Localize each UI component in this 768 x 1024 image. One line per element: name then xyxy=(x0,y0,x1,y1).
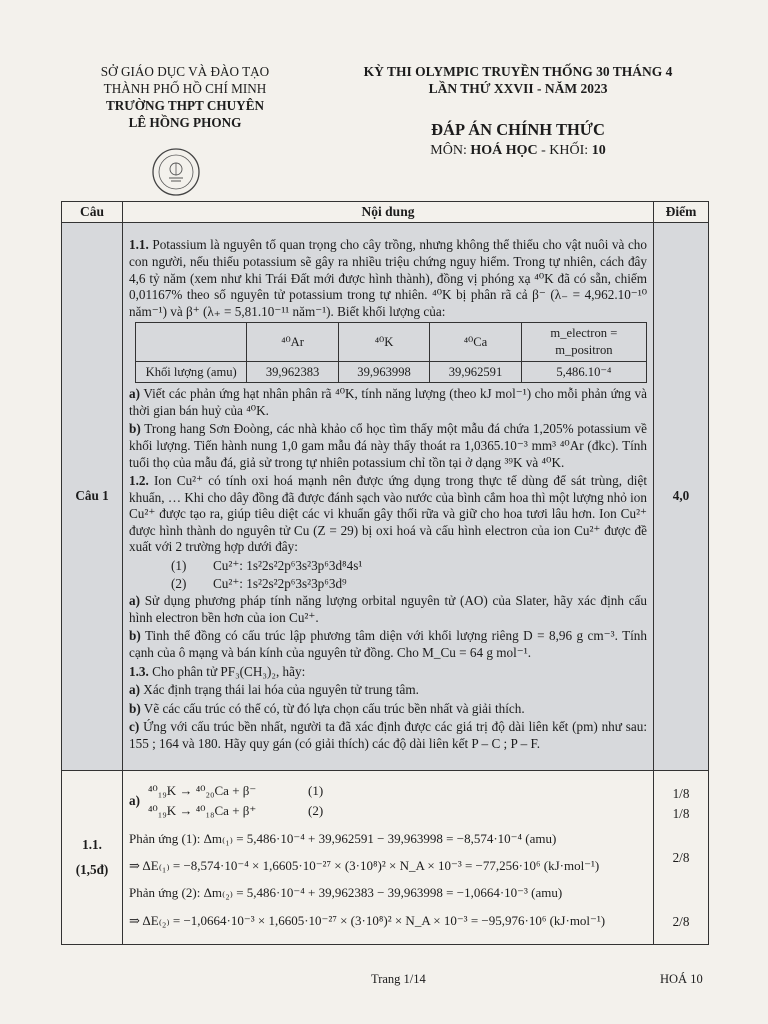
part-1-3-intro xyxy=(129,664,647,681)
part-1-1-title: 1.1. xyxy=(129,237,149,253)
text-a: Viết các phản ứng hạt nhân phân rã ⁴⁰K, tính năng lượng (theo kJ mol⁻¹) cho mỗi phản ứng và thời gian bán huỷ của ⁴⁰K. xyxy=(129,386,647,418)
part-1-2-question-a xyxy=(129,593,647,626)
label-a: a) xyxy=(129,682,140,698)
part-1-2-intro xyxy=(129,473,647,556)
equation-dm2: Phản ứng (2): Δm₍₂₎ = 5,486·10⁻⁴ + 39,962383 − 39,963998 = −1,0664·10⁻³ (amu) xyxy=(129,884,563,900)
part-1-2-title: 1.2. xyxy=(129,473,149,489)
label-b: b) xyxy=(129,628,141,644)
reaction-2-number: (2) xyxy=(308,802,324,818)
subject-line xyxy=(318,143,718,159)
part-1-3-text: Cho phân tử PF₃(CH₃)₂, hãy: xyxy=(148,663,306,679)
config-2 xyxy=(129,576,647,593)
mass-header-empty xyxy=(136,323,247,361)
config-2-number: (2) xyxy=(171,575,187,591)
part-1-1-question-a xyxy=(129,386,647,419)
text-b: Vẽ các cấu trúc có thể có, từ đó lựa chọn cấu trúc bền nhất và giải thích. xyxy=(140,700,525,716)
part-1-3-question-b xyxy=(129,701,647,718)
document-title: ĐÁP ÁN CHÍNH THỨC xyxy=(431,120,605,139)
mass-header-k: ⁴⁰K xyxy=(338,323,429,361)
part-1-2-question-b xyxy=(129,628,647,661)
question-points: 4,0 xyxy=(654,223,709,771)
exam-title-line-2: LẦN THỨ XXVII - NĂM 2023 xyxy=(428,81,608,96)
header-content: Nội dung xyxy=(123,202,654,223)
label-a: a) xyxy=(129,386,140,402)
header-question: Câu xyxy=(62,202,123,223)
equation-dm1: Phản ứng (1): Δm₍₁₎ = 5,486·10⁻⁴ + 39,962591 − 39,963998 = −8,574·10⁻⁴ (amu) xyxy=(129,831,557,847)
issuer-block xyxy=(70,63,300,131)
mass-header-ca: ⁴⁰Ca xyxy=(430,323,521,361)
mass-header-ar: ⁴⁰Ar xyxy=(247,323,338,361)
subject-prefix: MÔN: xyxy=(430,143,471,158)
reaction-1-number: (1) xyxy=(308,783,324,799)
subject-name: HOÁ HỌC xyxy=(470,143,538,158)
mass-value-k: 39,963998 xyxy=(338,361,429,383)
label-b: b) xyxy=(129,700,141,716)
reaction-1 xyxy=(148,783,323,800)
answer-points xyxy=(654,771,709,945)
part-1-1-question-b xyxy=(129,421,647,471)
exam-title-line-1: KỲ THI OLYMPIC TRUYỀN THỐNG 30 THÁNG 4 xyxy=(363,64,673,79)
part-1-3-question-c xyxy=(129,719,647,752)
issuer-line-1: SỞ GIÁO DỤC VÀ ĐÀO TẠO xyxy=(100,64,270,79)
reaction-2 xyxy=(148,803,323,820)
text-b: Tinh thể đồng có cấu trúc lập phương tâm diện với khối lượng riêng D = 8,96 g cm⁻³. Tính cạnh của ô mạng và bán kính của nguyên tử đồng. Cho M_Cu = 64 g mol⁻¹. xyxy=(129,628,647,661)
config-2-text: Cu²⁺: 1s²2s²2p⁶3s²3p⁶3d⁹ xyxy=(213,575,347,591)
answer-label xyxy=(62,771,123,945)
reaction-1-eq: ⁴⁰₁₉K → ⁴⁰₂₀Ca + β⁻ xyxy=(148,783,257,799)
mass-value-ca: 39,962591 xyxy=(430,361,521,383)
answer-point-1: 1/8 xyxy=(672,785,690,801)
document-code: HOÁ 10 xyxy=(660,972,703,986)
text-c: Ứng với cấu trúc bền nhất, người ta đã xác định được các giá trị độ dài liên kết (pm) như sau: 155 ; 164 và 180. Hãy quy gán (có giải thích) các độ dài liên kết P – C ; P – F. xyxy=(129,719,647,752)
mass-value-electron: 5,486.10⁻⁴ xyxy=(521,361,646,383)
part-1-1-text: Potassium là nguyên tố quan trọng cho cây trồng, nhưng không thể thiếu cho vật nuôi và cho con người, nếu thiếu potassium sẽ gây ra nhiều triệu chứng nguy hiểm. Trong tự nhiên, cách đây 4,6 tỷ năm (xem như khi Trái Đất mới được hình thành), đồng vị phóng xạ ⁴⁰K đã có sẵn, chiếm 0,01167% theo số nguyên tử potassium trong tự nhiên. ⁴⁰K bị phân rã cả β⁻ (λ₋ = 4,962.10⁻¹⁰ năm⁻¹) và β⁺ (λ₊ = 5,81.10⁻¹¹ năm⁻¹). Biết khối lượng của: xyxy=(129,237,647,319)
equation-de1: ⇒ ΔE₍₁₎ = −8,574·10⁻⁴ × 1,6605·10⁻²⁷ × (3·10⁸)² × N_A × 10⁻³ = −77,256·10⁶ (kJ·mol⁻¹) xyxy=(129,858,600,873)
question-label: Câu 1 xyxy=(62,223,123,771)
issuer-line-4: LÊ HỒNG PHONG xyxy=(128,115,242,130)
text-a: Xác định trạng thái lai hóa của nguyên tử trung tâm. xyxy=(140,682,419,698)
answer-label-number: 1.1. xyxy=(82,836,102,852)
answer-label-a: a) xyxy=(129,793,140,809)
reaction-2-eq: ⁴⁰₁₉K → ⁴⁰₁₈Ca + β⁺ xyxy=(148,802,257,818)
text-a: Sử dụng phương pháp tính năng lượng orbital nguyên tử (AO) của Slater, hãy xác định cấu hình electron bền hơn của ion Cu²⁺. xyxy=(129,593,647,625)
label-c: c) xyxy=(129,719,140,735)
answer-content xyxy=(123,771,654,945)
answer-point-3: 2/8 xyxy=(672,849,690,865)
page-number: Trang 1/14 xyxy=(371,972,426,986)
subject-mid: - KHỐI: xyxy=(537,143,592,158)
equation-de2: ⇒ ΔE₍₂₎ = −1,0664·10⁻³ × 1,6605·10⁻²⁷ × (3·10⁸)² × N_A × 10⁻³ = −95,976·10⁶ (kJ·mol⁻¹) xyxy=(129,913,606,929)
part-1-2-text: Ion Cu²⁺ có tính oxi hoá mạnh nên được ứng dụng trong thực tế dùng để sát trùng, diệt khuẩn, … Khi cho dây đồng đã được đánh sạch vào nước của bình cắm hoa thì một lượng nhỏ ion Cu²⁺ được tạo ra, giúp tiêu diệt các vi khuẩn gây thối rữa và giữ cho hoa tươi lâu hơn. Ion Cu²⁺ được hình thành do nguyên tử Cu (Z = 29) bị oxi hoá và cấu hình electron của ion Cu²⁺ được đề xuất với 2 trường hợp dưới đây: xyxy=(129,473,647,555)
reaction-group xyxy=(129,783,647,819)
label-b: b) xyxy=(129,421,141,437)
answer-table xyxy=(61,201,709,945)
part-1-1-intro xyxy=(129,237,647,320)
mass-value-ar: 39,962383 xyxy=(247,361,338,383)
answer-point-2: 1/8 xyxy=(672,805,690,821)
label-a: a) xyxy=(129,593,140,609)
mass-row-label: Khối lượng (amu) xyxy=(136,361,247,383)
mass-header-electron: m_electron = m_positron xyxy=(521,323,646,361)
school-seal-icon xyxy=(151,147,201,197)
config-1 xyxy=(129,558,647,575)
header-points: Điểm xyxy=(654,202,709,223)
answer-label-points: (1,5đ) xyxy=(75,861,109,877)
mass-table xyxy=(135,322,647,383)
question-content xyxy=(123,223,654,771)
subject-grade: 10 xyxy=(591,143,606,158)
answer-point-4: 2/8 xyxy=(672,913,690,929)
issuer-line-2: THÀNH PHỐ HỒ CHÍ MINH xyxy=(103,81,267,96)
config-1-number: (1) xyxy=(171,558,187,574)
issuer-line-3: TRƯỜNG THPT CHUYÊN xyxy=(105,98,265,113)
config-1-text: Cu²⁺: 1s²2s²2p⁶3s²3p⁶3d⁸4s¹ xyxy=(213,558,363,574)
text-b: Trong hang Sơn Đoòng, các nhà khảo cổ học tìm thấy một mẫu đá chứa 1,205% potassium về khối lượng. Tiến hành nung 1,0 gam mẫu đá này thấy thoát ra 1,0365.10⁻³ mm³ ⁴⁰Ar (đkc). Tính tuổi thọ của mẫu đá, giả sử trong tự nhiên potassium chỉ tồn tại ở dạng ³⁹K và ⁴⁰K. xyxy=(129,421,647,470)
part-1-3-question-a xyxy=(129,682,647,699)
part-1-3-title: 1.3. xyxy=(129,663,149,679)
exam-title xyxy=(318,63,718,97)
